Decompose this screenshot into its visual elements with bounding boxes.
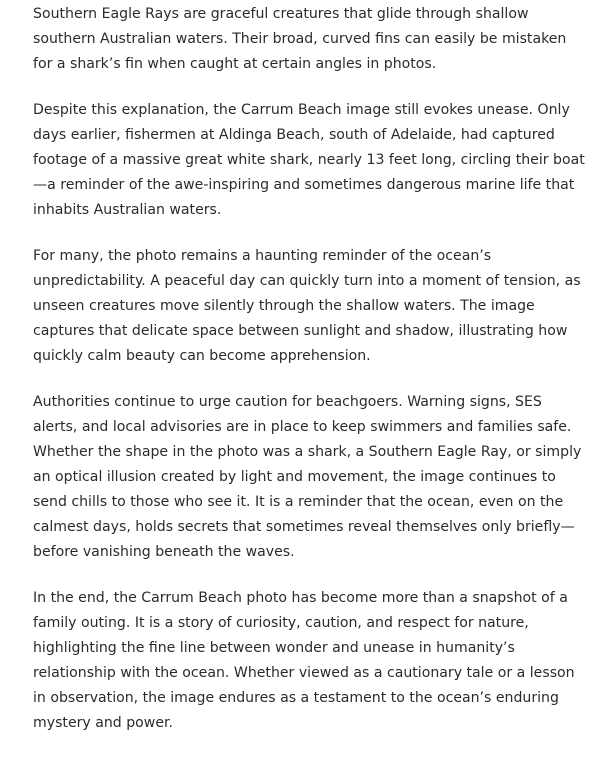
article-paragraph-2: Despite this explanation, the Carrum Beach image still evokes unease. Only days earlier, fishermen at Aldinga Beach, south of Adelaide, had captured footage of a massive great white shark, nearly 13 feet long, circling their boat—a reminder of the awe-inspiring and sometimes dangerous marine life that inhabits Australian waters. bbox=[33, 102, 585, 218]
article-body bbox=[33, 2, 585, 757]
article-paragraph-5: In the end, the Carrum Beach photo has become more than a snapshot of a family outing. It is a story of curiosity, caution, and respect for nature, highlighting the fine line between wonder and unease in humanity’s relationship with the ocean. Whether viewed as a cautionary tale or a lesson in observation, the image endures as a testament to the ocean’s enduring mystery and power. bbox=[33, 590, 575, 731]
article-paragraph-3: For many, the photo remains a haunting reminder of the ocean’s unpredictability. A peaceful day can quickly turn into a moment of tension, as unseen creatures move silently through the shallow waters. The image captures that delicate space between sunlight and shadow, illustrating how quickly calm beauty can become apprehension. bbox=[33, 248, 581, 364]
article-paragraph-1: Southern Eagle Rays are graceful creatures that glide through shallow southern Australian waters. Their broad, curved fins can easily be mistaken for a shark’s fin when caught at certain angles in photos. bbox=[33, 6, 567, 72]
article-paragraph-4: Authorities continue to urge caution for beachgoers. Warning signs, SES alerts, and local advisories are in place to keep swimmers and families safe. Whether the shape in the photo was a shark, a Southern Eagle Ray, or simply an optical illusion created by light and movement, the image continues to send chills to those who see it. It is a reminder that the ocean, even on the calmest days, holds secrets that sometimes reveal themselves only briefly—before vanishing beneath the waves. bbox=[33, 394, 582, 560]
